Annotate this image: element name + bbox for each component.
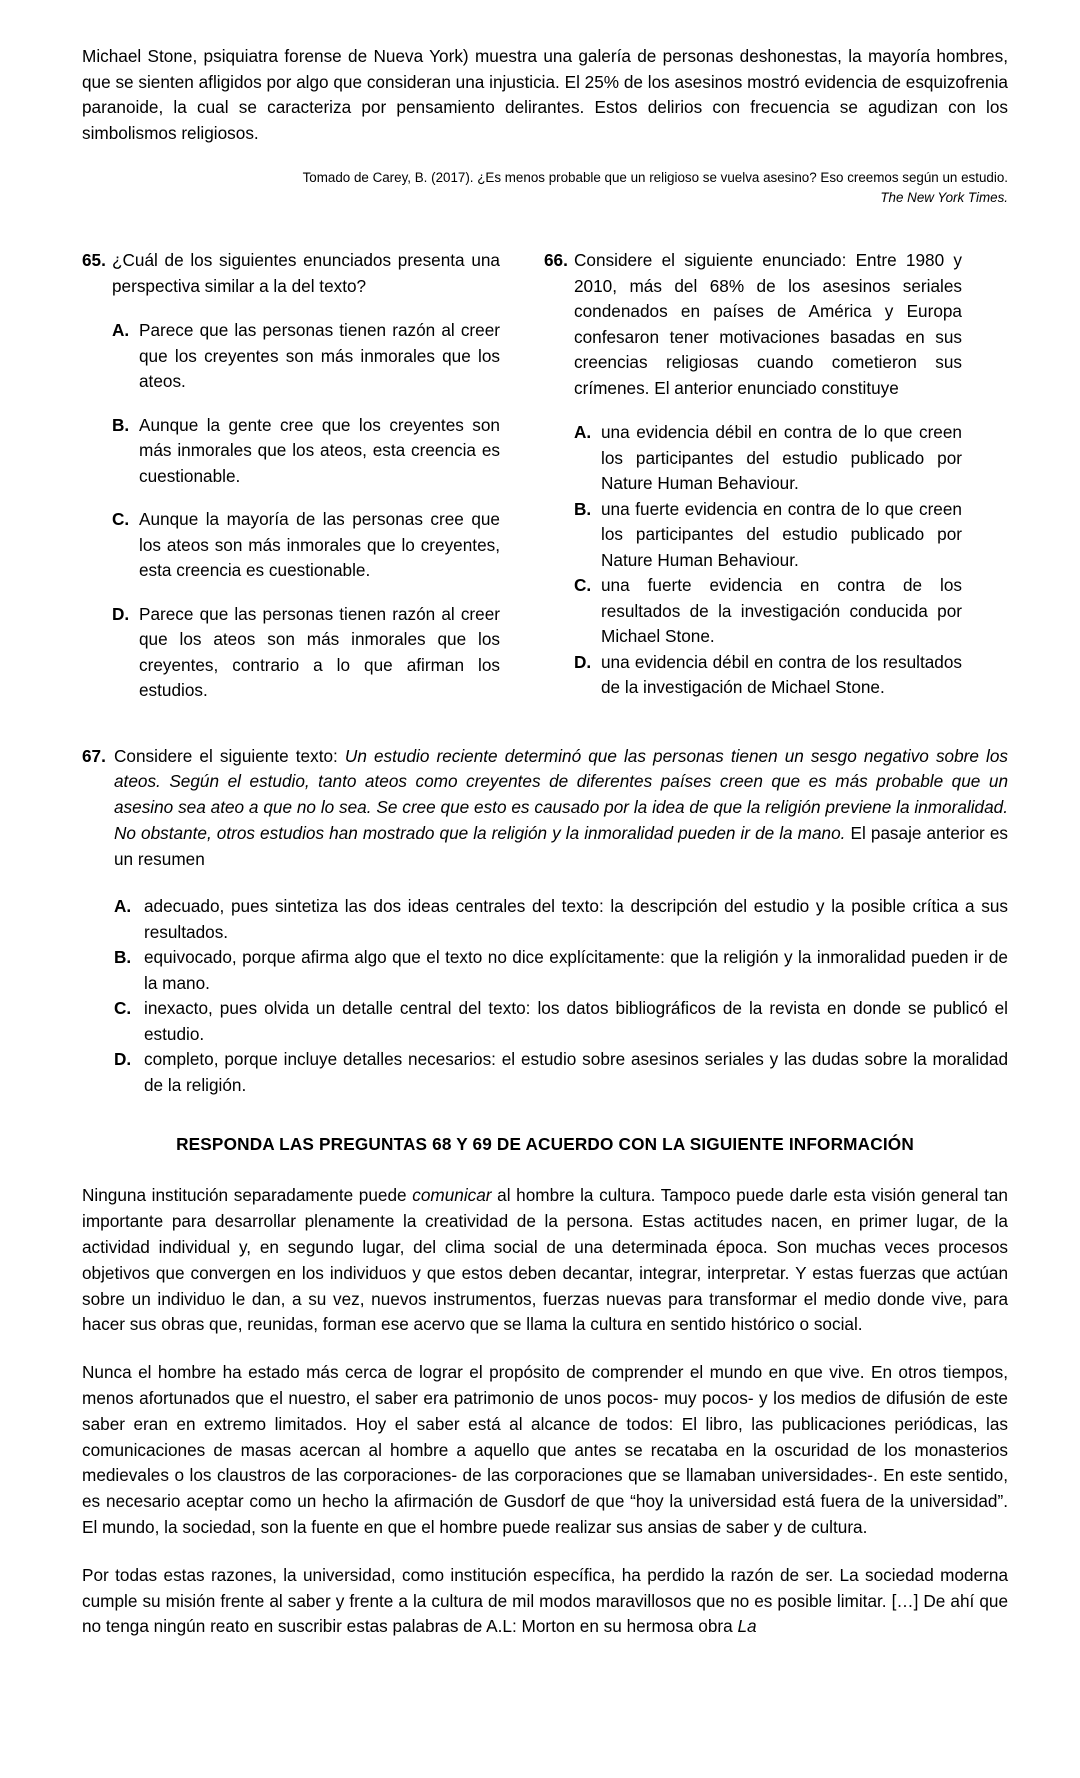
passage-paragraph-2: Nunca el hombre ha estado más cerca de lograr el propósito de comprender el mundo en que vive. En otros tiempos, menos afortunados que el nuestro, el saber era patrimonio de unos pocos- muy pocos- y los medios de difusión de este saber eran en extremo limitados. Hoy el saber está al alcance de todos: El libro, las publicaciones periódicas, las comunicaciones de masas acercan al hombre a aquello que antes se recataba en la oscuridad de los monasterios medievales o los claustros de las corporaciones- de las corporaciones que se llamaban universidades-. En este sentido, es necesario aceptar como un hecho la afirmación de Gusdorf de que “hoy la universidad está fuera de la universidad”. El mundo, la sociedad, son la fuente en que el hombre puede realizar sus ansias de saber y de cultura. xyxy=(82,1362,1008,1538)
intro-paragraph: Michael Stone, psiquiatra forense de Nueva York) muestra una galería de personas deshonestas, la mayoría hombres, que se sienten afligidos por algo que consideran una injusticia. El 25% de los asesinos mostró evidencia de esquizofrenia paranoide, la cual se caracteriza por pensamiento delirantes. Estos delirios con frecuencia se agudizan con los simbolismos religiosos. xyxy=(82,46,1008,143)
question-65 xyxy=(82,248,500,704)
question-66 xyxy=(544,248,962,704)
question-66-stem xyxy=(544,248,962,401)
question-65-text: ¿Cuál de los siguientes enunciados presenta una perspectiva similar a la del texto? xyxy=(112,250,500,296)
passage-p3-before: Por todas estas razones, la universidad, como institución específica, ha perdido la razón de ser. La sociedad moderna cumple su misión frente al saber y frente a la cultura de mil modos maravillosos que no es posible limitar. […] De ahí que no tenga ningún reato en suscribir estas palabras de A.L: Morton en su hermosa obra xyxy=(82,1564,1008,1637)
option-67-b-text: equivocado, porque afirma algo que el texto no dice explícitamente: que la religión y la inmoralidad pueden ir de la mano. xyxy=(144,947,1008,993)
option-65-a[interactable] xyxy=(82,318,500,395)
question-67-lead: Considere el siguiente texto: xyxy=(114,745,345,766)
option-67-d-letter: D. xyxy=(114,1049,132,1070)
passage-paragraph-3 xyxy=(82,1563,1008,1640)
option-65-b-text: Aunque la gente cree que los creyentes son más inmorales que los ateos, esta creencia es cuestionable. xyxy=(139,414,500,486)
section-heading: RESPONDA LAS PREGUNTAS 68 Y 69 DE ACUERDO CON LA SIGUIENTE INFORMACIÓN xyxy=(176,1134,914,1155)
option-66-d-text: una evidencia débil en contra de los resultados de la investigación de Michael Stone. xyxy=(601,651,962,697)
passage-p3-italic: La xyxy=(737,1616,757,1637)
option-67-c-text: inexacto, pues olvida un detalle central del texto: los datos bibliográficos de la revista en donde se publicó el estudio. xyxy=(144,998,1008,1044)
option-66-a[interactable] xyxy=(544,420,962,497)
source-citation xyxy=(82,168,1008,208)
option-67-c[interactable] xyxy=(114,996,1008,1047)
option-66-c-text: una fuerte evidencia en contra de los resultados de la investigación conducida por Michael Stone. xyxy=(601,575,962,646)
question-66-options xyxy=(544,420,962,701)
question-67-tail: El pasaje anterior es un resumen xyxy=(114,822,1008,869)
option-65-b-letter: B. xyxy=(112,414,130,435)
option-67-a[interactable] xyxy=(114,894,1008,945)
option-65-b[interactable] xyxy=(82,413,500,490)
passage-p1-italic: comunicar xyxy=(412,1185,492,1206)
option-67-b[interactable] xyxy=(114,945,1008,996)
passage-paragraph-1 xyxy=(82,1183,1008,1338)
questions-65-66-columns xyxy=(82,248,1008,704)
question-66-number: 66. xyxy=(544,250,568,270)
option-65-d-letter: D. xyxy=(112,603,130,624)
option-67-a-letter: A. xyxy=(114,896,132,917)
source-line-2: The New York Times. xyxy=(880,190,1008,205)
source-line-1: Tomado de Carey, B. (2017). ¿Es menos probable que un religioso se vuelva asesino? Eso creemos según un estudio. xyxy=(302,170,1008,185)
option-65-c[interactable] xyxy=(82,507,500,584)
question-67-italic-passage: Un estudio reciente determinó que las personas tienen un sesgo negativo sobre los ateos. Según el estudio, tanto ateos como creyentes de diferentes países creen que es más probable que un asesino sea ateo a que no lo sea. Se cree que esto es causado por la idea de que la religión previene la inmoralidad. No obstante, otros estudios han mostrado que la religión y la inmoralidad pueden ir de la mano. xyxy=(114,745,1008,843)
question-65-number: 65. xyxy=(82,250,106,270)
question-67 xyxy=(82,744,1008,1099)
question-67-text xyxy=(114,744,1008,873)
option-66-a-letter: A. xyxy=(574,422,592,442)
option-67-c-letter: C. xyxy=(114,998,132,1019)
option-67-b-letter: B. xyxy=(114,947,132,968)
passage-p1-before: Ninguna institución separadamente puede xyxy=(82,1185,413,1206)
question-66-text: Considere el siguiente enunciado: Entre 1980 y 2010, más del 68% de los asesinos seriales condenados en países de América y Europa confesaron tener motivaciones basadas en sus creencias religiosas cuando cometieron sus crímenes. El anterior enunciado constituye xyxy=(574,250,962,398)
question-65-options xyxy=(82,318,500,704)
option-66-a-text: una evidencia débil en contra de lo que creen los participantes del estudio publicado por Nature Human Behaviour. xyxy=(601,422,962,493)
option-65-c-letter: C. xyxy=(112,509,130,529)
question-67-options xyxy=(82,894,1008,1098)
option-65-a-letter: A. xyxy=(112,320,130,340)
question-67-stem xyxy=(82,744,1008,873)
option-66-d[interactable] xyxy=(544,650,962,701)
option-66-c[interactable] xyxy=(544,573,962,650)
option-66-b-letter: B. xyxy=(574,498,592,519)
option-65-c-text: Aunque la mayoría de las personas cree que los ateos son más inmorales que lo creyentes, esta creencia es cuestionable. xyxy=(139,509,500,580)
option-66-d-letter: D. xyxy=(574,651,592,672)
option-65-a-text: Parece que las personas tienen razón al creer que los creyentes son más inmorales que los ateos. xyxy=(139,320,500,391)
passage-p1-after: al hombre la cultura. Tampoco puede darle esta visión general tan importante para desarrollar plenamente la creatividad de la persona. Estas actitudes nacen, en primer lugar, de la actividad individual y, en segundo lugar, del clima social de una determinada época. Son muchas veces procesos objetivos que convergen en los individuos y que estos deben decantar, integrar, interpretar. Y estas fuerzas que actúan sobre un individuo le dan, a su vez, nuevos instrumentos, fuerzas nuevas para transformar el medio donde vive, para hacer sus obras que, reunidas, forman ese acervo que se llama la cultura en sentido histórico o social. xyxy=(82,1185,1008,1335)
option-66-b-text: una fuerte evidencia en contra de lo que creen los participantes del estudio publicado por Nature Human Behaviour. xyxy=(601,498,962,570)
option-65-d[interactable] xyxy=(82,602,500,704)
option-67-d-text: completo, porque incluye detalles necesarios: el estudio sobre asesinos seriales y las dudas sobre la moralidad de la religión. xyxy=(144,1049,1008,1095)
option-66-b[interactable] xyxy=(544,497,962,574)
option-65-d-text: Parece que las personas tienen razón al creer que los ateos son más inmorales que los creyentes, contrario a lo que afirman los estudios. xyxy=(139,603,500,700)
question-65-stem xyxy=(82,248,500,299)
option-67-a-text: adecuado, pues sintetiza las dos ideas centrales del texto: la descripción del estudio y la posible crítica a sus resultados. xyxy=(144,896,1008,942)
reading-passage xyxy=(82,1183,1008,1640)
option-66-c-letter: C. xyxy=(574,575,592,595)
question-67-number: 67. xyxy=(82,745,106,766)
option-67-d[interactable] xyxy=(114,1047,1008,1098)
